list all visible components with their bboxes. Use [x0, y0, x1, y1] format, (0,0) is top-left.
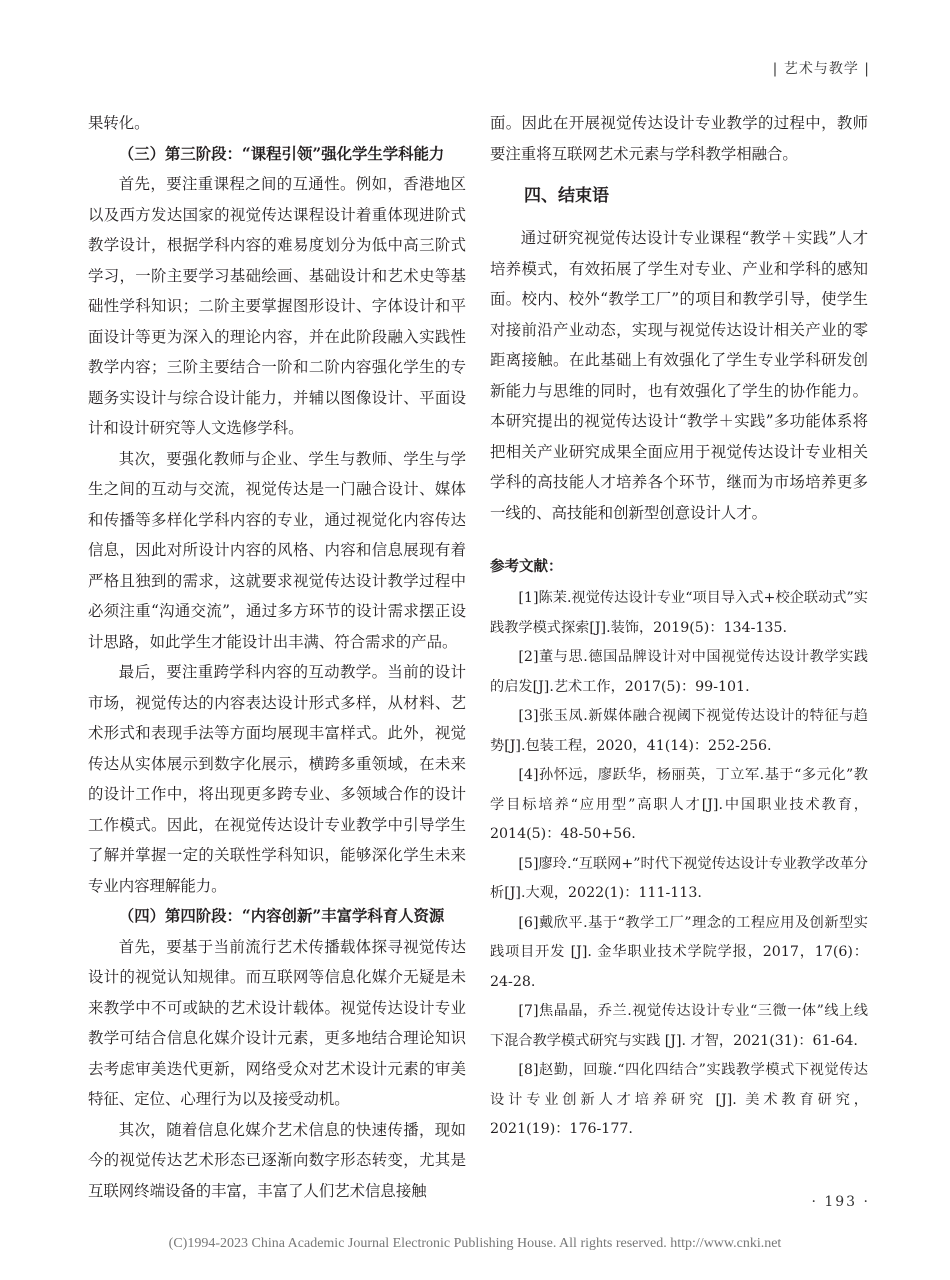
- paragraph-continued: 面。因此在开展视觉传达设计专业教学的过程中，教师要注重将互联网艺术元素与学科教学相融合。: [490, 114, 868, 163]
- reference-item: [1]陈茉.视觉传达设计专业“项目导入式+校企联动式”实践教学模式探索[J].装饰，2019(5)：134-135.: [490, 590, 868, 636]
- paragraph-continued: 果转化。: [88, 114, 150, 132]
- paragraph: 通过研究视觉传达设计专业课程“教学＋实践”人才培养模式，有效拓展了学生对专业、产业和学科的感知面。校内、校外“教学工厂”的项目和教学引导，使学生对接前沿产业动态，实现与视觉传达设计相关产业的零距离接触。在此基础上有效强化了学生专业学科研发创新能力与思维的同时，也有效强化了学生的协作能力。本研究提出的视觉传达设计“教学＋实践”多功能体系将把相关产业研究成果全面应用于视觉传达设计专业相关学科的高技能人才培养各个环节，继而为市场培养更多一线的、高技能和创新型创意设计人才。: [490, 229, 868, 522]
- references-heading: 参考文献：: [490, 558, 563, 575]
- subsection-heading-stage-3: （三）第三阶段：“课程引领”强化学生学科能力: [118, 144, 445, 163]
- paragraph: 首先，要注重课程之间的互通性。例如，香港地区以及西方发达国家的视觉传达课程设计着重体现进阶式教学设计，根据学科内容的难易度划分为低中高三阶式学习，一阶主要学习基础绘画、基础设计和艺术史等基础性学科知识；二阶主要掌握图形设计、字体设计和平面设计等更为深入的理论内容，并在此阶段融入实践性教学内容；三阶主要结合一阶和二阶内容强化学生的专题务实设计与综合设计能力，并辅以图像设计、平面设计和设计研究等人文选修学科。: [88, 175, 466, 437]
- left-column: [88, 108, 466, 1206]
- journal-section-header: | 艺术与教学 |: [772, 61, 870, 77]
- paragraph: 最后，要注重跨学科内容的互动教学。当前的设计市场，视觉传达的内容表达设计形式多样，从材料、艺术形式和表现手法等方面均展现丰富样式。此外，视觉传达从实体展示到数字化展示，横跨多重领域，在未来的设计工作中，将出现更多跨专业、多领域合作的设计工作模式。因此，在视觉传达设计专业教学中引导学生了解并掌握一定的关联性学科知识，能够深化学生未来专业内容理解能力。: [88, 663, 466, 895]
- section-heading-conclusion: 四、结束语: [524, 186, 609, 206]
- page-number: · 193 ·: [811, 1194, 870, 1210]
- paragraph: 其次，要强化教师与企业、学生与教师、学生与学生之间的互动与交流，视觉传达是一门融合设计、媒体和传播等多样化学科内容的专业，通过视觉化内容传达信息，因此对所设计内容的风格、内容和信息展现有着严格且独到的需求，这就要求视觉传达设计教学过程中必须注重“沟通交流”，通过多方环节的设计需求摆正设计思路，如此学生才能设计出丰满、符合需求的产品。: [88, 449, 466, 651]
- reference-item: [7]焦晶晶，乔兰.视觉传达设计专业“三微一体”线上线下混合教学模式研究与实践 [J]. 才智，2021(31)：61-64.: [490, 1003, 868, 1049]
- copyright-notice: (C)1994-2023 China Academic Journal Electronic Publishing House. All rights reserved. http://www.cnki.net: [168, 1236, 782, 1251]
- reference-item: [8]赵勤，回璇.“四化四结合”实践教学模式下视觉传达设计专业创新人才培养研究 [J]. 美术教育研究，2021(19)：176-177.: [490, 1062, 868, 1137]
- reference-item: [4]孙怀远，廖跃华，杨丽英，丁立军.基于“多元化”教学目标培养“应用型”高职人才[J].中国职业技术教育，2014(5)：48-50+56.: [490, 767, 868, 842]
- subsection-heading-stage-4: （四）第四阶段：“内容创新”丰富学科育人资源: [118, 907, 445, 925]
- reference-item: [6]戴欣平.基于“教学工厂”理念的工程应用及创新型实践项目开发 [J]. 金华职业技术学院学报，2017，17(6)：24-28.: [490, 914, 868, 990]
- right-column: [490, 108, 868, 1145]
- paragraph: 首先，要基于当前流行艺术传播载体探寻视觉传达设计的视觉认知规律。而互联网等信息化媒介无疑是未来教学中不可或缺的艺术设计载体。视觉传达设计专业教学可结合信息化媒介设计元素，更多地结合理论知识去考虑审美迭代更新，网络受众对艺术设计元素的审美特征、定位、心理行为以及接受动机。: [88, 937, 466, 1108]
- reference-item: [5]廖玲.“互联网+”时代下视觉传达设计专业教学改革分析[J].大观，2022(1)：111-113.: [490, 855, 868, 901]
- reference-item: [2]董与思.德国品牌设计对中国视觉传达设计教学实践的启发[J].艺术工作，2017(5)：99-101.: [490, 649, 868, 695]
- paragraph: 其次，随着信息化媒介艺术信息的快速传播，现如今的视觉传达艺术形态已逐渐向数字形态转变，尤其是互联网终端设备的丰富，丰富了人们艺术信息接触: [88, 1120, 466, 1200]
- reference-item: [3]张玉凤.新媒体融合视阈下视觉传达设计的特征与趋势[J].包装工程，2020，41(14)：252-256.: [490, 708, 868, 754]
